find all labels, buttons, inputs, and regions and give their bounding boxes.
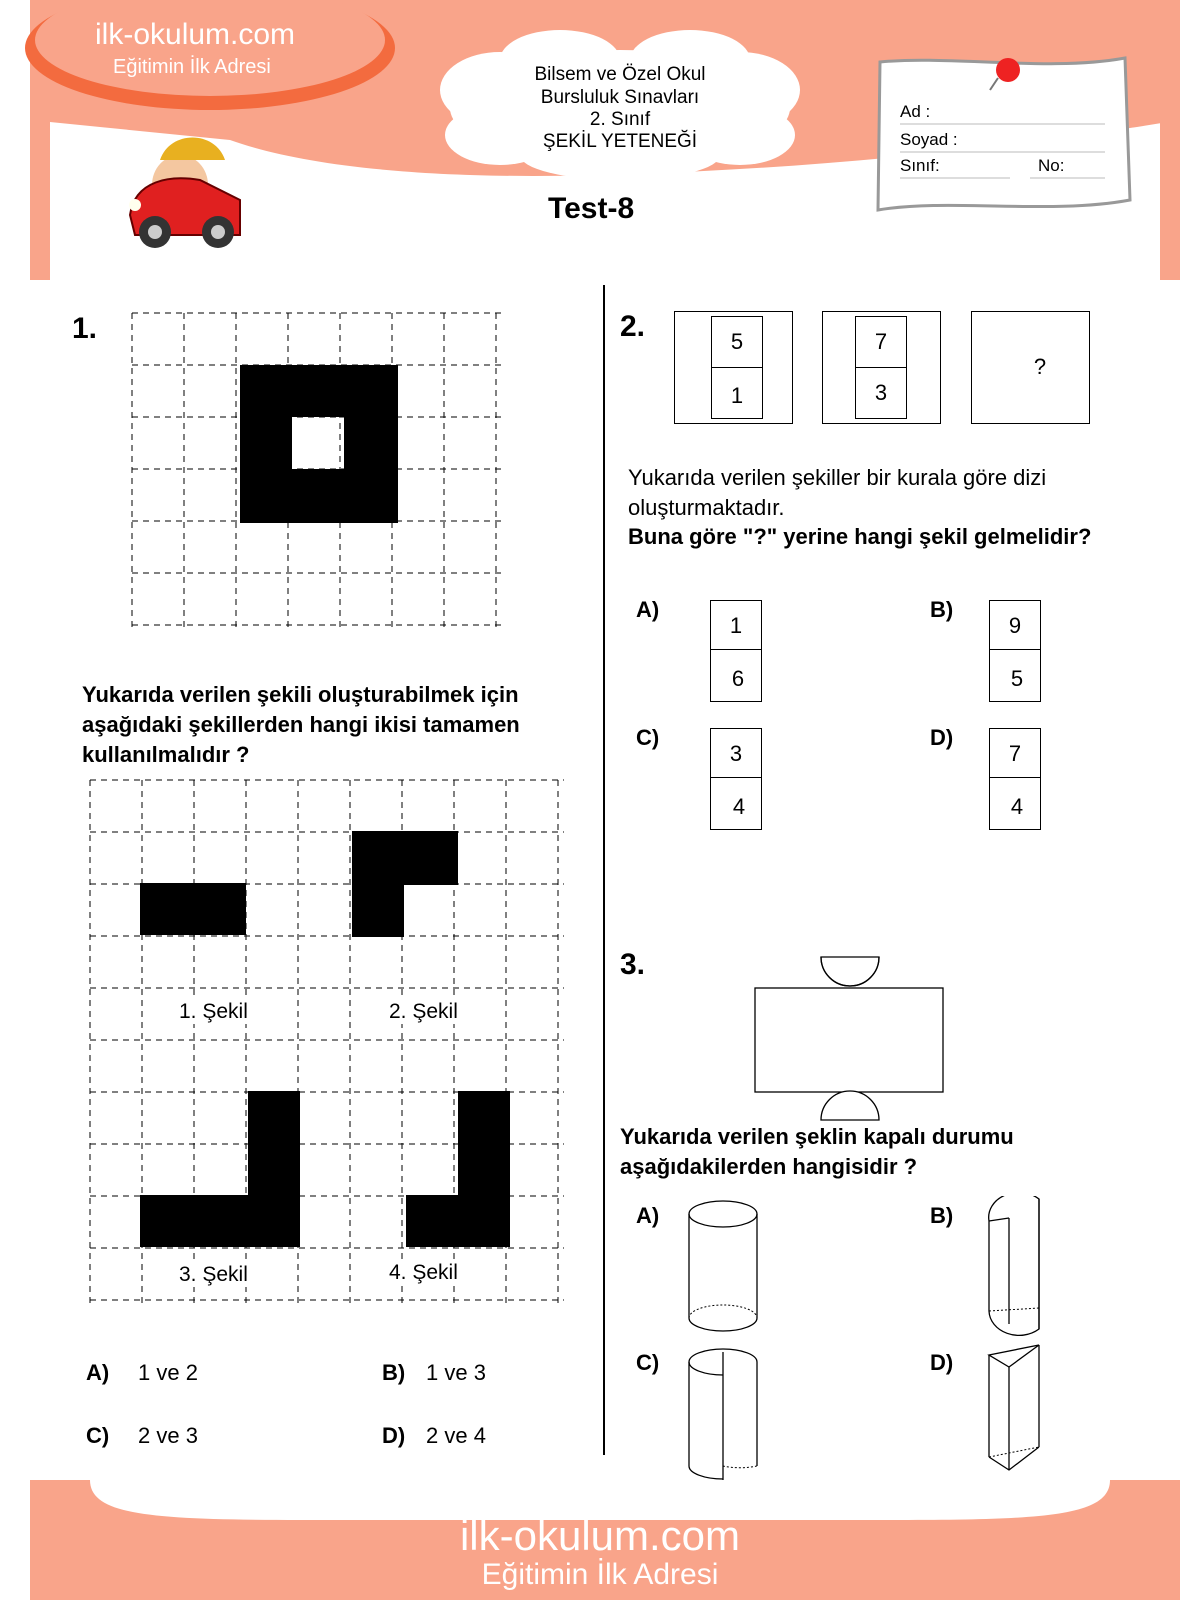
cloud-line-4: ŞEKİL YETENEĞİ xyxy=(542,131,698,152)
q2-seq-1-top: 5 xyxy=(730,329,744,354)
q2-option-b-top: 9 xyxy=(1008,613,1022,638)
piece-3-label: 3. Şekil xyxy=(176,1263,251,1287)
q2-seq-2-top: 7 xyxy=(874,329,888,354)
q2-option-a-top: 1 xyxy=(729,613,743,638)
q3-option-a-letter[interactable]: A) xyxy=(636,1203,660,1228)
piece-3-shape xyxy=(140,1091,300,1247)
q1-option-a-letter[interactable]: A) xyxy=(86,1360,110,1385)
header-site[interactable]: ilk-okulum.com xyxy=(95,18,296,51)
q2-option-d-bottom: 4 xyxy=(1010,794,1024,819)
q1-option-d-value[interactable]: 2 ve 4 xyxy=(426,1423,486,1448)
q1-text: Yukarıda verilen şekili oluşturabilmek için aşağıdaki şekillerden hangi ikisi tamamen kullanılmalıdır ? xyxy=(82,682,520,767)
footer-slogan: Eğitimin İlk Adresi xyxy=(481,1558,719,1591)
q2-seq-2-bottom: 3 xyxy=(874,380,888,405)
q2-seq-1-bottom: 1 xyxy=(730,383,744,408)
q2-seq-box-2 xyxy=(822,311,941,424)
q1-option-b-value[interactable]: 1 ve 3 xyxy=(426,1360,486,1385)
q2-option-d-box[interactable] xyxy=(989,728,1041,830)
field-name-label: Ad : xyxy=(900,102,931,121)
q3-option-c-open-cylinder-icon[interactable] xyxy=(686,1346,766,1486)
piece-1-label: 1. Şekil xyxy=(176,1000,251,1024)
q3-option-b-half-cylinder-icon[interactable] xyxy=(984,1196,1054,1336)
q2-option-b-bottom: 5 xyxy=(1010,666,1024,691)
field-class-label: Sınıf: xyxy=(900,156,940,175)
pin-icon xyxy=(996,58,1020,82)
q2-option-c-top: 3 xyxy=(729,741,743,766)
q2-unknown-box xyxy=(971,311,1090,424)
q1-pieces-grid xyxy=(88,778,568,1318)
q1-option-b-letter[interactable]: B) xyxy=(382,1360,406,1385)
cloud-line-1: Bilsem ve Özel Okul xyxy=(534,64,706,85)
q2-option-c-bottom: 4 xyxy=(732,794,746,819)
field-number-label: No: xyxy=(1038,156,1065,175)
q2-unknown-mark: ? xyxy=(1033,354,1047,379)
q3-option-c-letter[interactable]: C) xyxy=(636,1350,660,1375)
q2-option-a-letter[interactable]: A) xyxy=(636,597,660,622)
cloud-line-2: Bursluluk Sınavları xyxy=(540,87,700,108)
q1-option-a-value[interactable]: 1 ve 2 xyxy=(138,1360,198,1385)
q3-net-diagram xyxy=(750,955,950,1125)
field-surname-label: Soyad : xyxy=(900,130,958,149)
cloud-line-3: 2. Sınıf xyxy=(589,109,651,130)
q1-option-d-letter[interactable]: D) xyxy=(382,1423,406,1448)
q1-option-c-value[interactable]: 2 ve 3 xyxy=(138,1423,198,1448)
q3-option-a-cylinder-icon[interactable] xyxy=(686,1198,766,1338)
q2-number: 2. xyxy=(620,310,646,343)
q2-option-d-letter[interactable]: D) xyxy=(930,725,954,750)
piece-2-label: 2. Şekil xyxy=(386,1000,461,1024)
q2-option-b-letter[interactable]: B) xyxy=(930,597,954,622)
q2-seq-box-1 xyxy=(674,311,793,424)
car-mascot-icon xyxy=(129,138,240,249)
q1-target-grid xyxy=(130,310,510,635)
column-divider xyxy=(603,285,605,1455)
q3-number: 3. xyxy=(620,948,646,981)
q3-option-d-letter[interactable]: D) xyxy=(930,1350,954,1375)
q2-option-b-box[interactable] xyxy=(989,600,1041,702)
q2-option-c-letter[interactable]: C) xyxy=(636,725,660,750)
test-title: Test-8 xyxy=(548,192,635,225)
q2-option-d-top: 7 xyxy=(1008,741,1022,766)
q2-option-a-box[interactable] xyxy=(710,600,762,702)
q2-text-2: Buna göre "?" yerine hangi şekil gelmelidir? xyxy=(628,524,1092,549)
footer-site[interactable]: ilk-okulum.com xyxy=(459,1512,741,1559)
q3-option-d-prism-icon[interactable] xyxy=(984,1342,1054,1482)
piece-4-label: 4. Şekil xyxy=(386,1261,461,1285)
q2-option-a-bottom: 6 xyxy=(731,666,745,691)
q2-text-1: Yukarıda verilen şekiller bir kurala göre dizi oluşturmaktadır. xyxy=(628,465,1047,520)
q1-number: 1. xyxy=(72,312,98,345)
q3-option-b-letter[interactable]: B) xyxy=(930,1203,954,1228)
q3-text: Yukarıda verilen şeklin kapalı durumu aşağıdakilerden hangisidir ? xyxy=(620,1124,1014,1179)
q2-option-c-box[interactable] xyxy=(710,728,762,830)
header-slogan: Eğitimin İlk Adresi xyxy=(113,56,271,78)
q1-option-c-letter[interactable]: C) xyxy=(86,1423,110,1448)
piece-4-shape xyxy=(406,1091,510,1247)
piece-1-shape xyxy=(140,883,246,935)
